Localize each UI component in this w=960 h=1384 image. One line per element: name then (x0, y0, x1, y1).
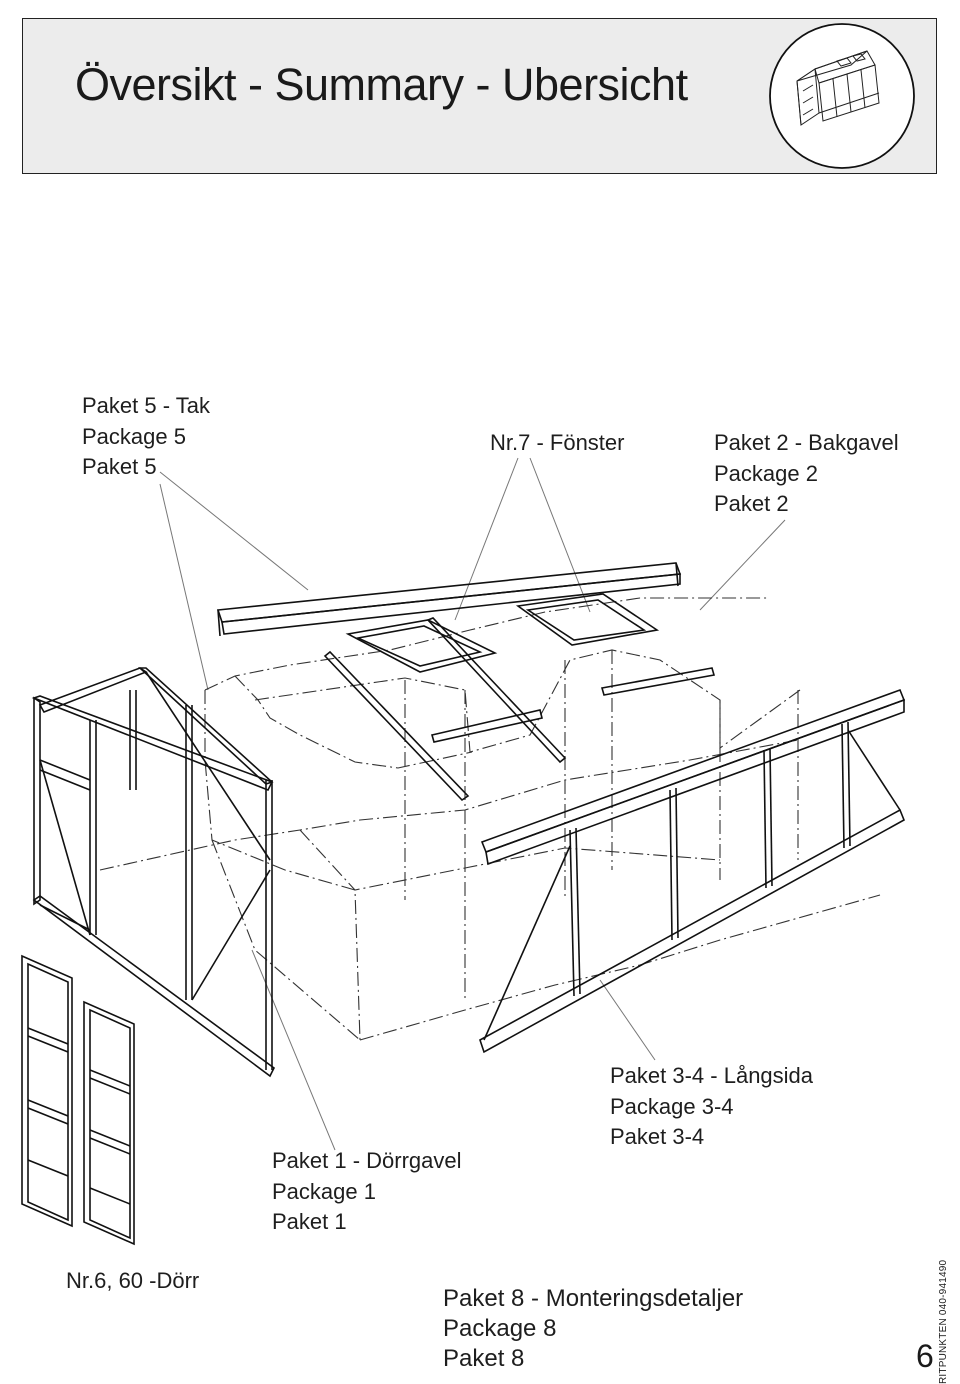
leader-lines (160, 458, 785, 1150)
label-long-side-package: Paket 3-4 - Långsida Package 3-4 Paket 3-4 (610, 1063, 814, 1149)
printer-credit: RITPUNKTEN 040-941490 (938, 1259, 949, 1384)
label-window: Nr.7 - Fönster (490, 430, 625, 455)
door-panel-right (84, 1002, 134, 1244)
label-door-gable-package: Paket 1 - Dörrgavel Package 1 Paket 1 (272, 1148, 462, 1234)
label-door: Nr.6, 60 -Dörr (66, 1268, 200, 1293)
roof-window-frames (325, 594, 714, 800)
house-outline (100, 598, 880, 1040)
page-number: 6 (916, 1338, 934, 1374)
door-gable-frame (34, 668, 274, 1076)
door-panel-left (22, 956, 72, 1226)
label-back-gable-package: Paket 2 - Bakgavel Package 2 Paket 2 (714, 430, 899, 516)
page-title: Översikt - Summary - Ubersicht (75, 59, 688, 110)
label-roof-package: Paket 5 - Tak Package 5 Paket 5 (82, 393, 210, 479)
label-mounting-package: Paket 8 - Monteringsdetaljer Package 8 Paket 8 (443, 1285, 744, 1372)
